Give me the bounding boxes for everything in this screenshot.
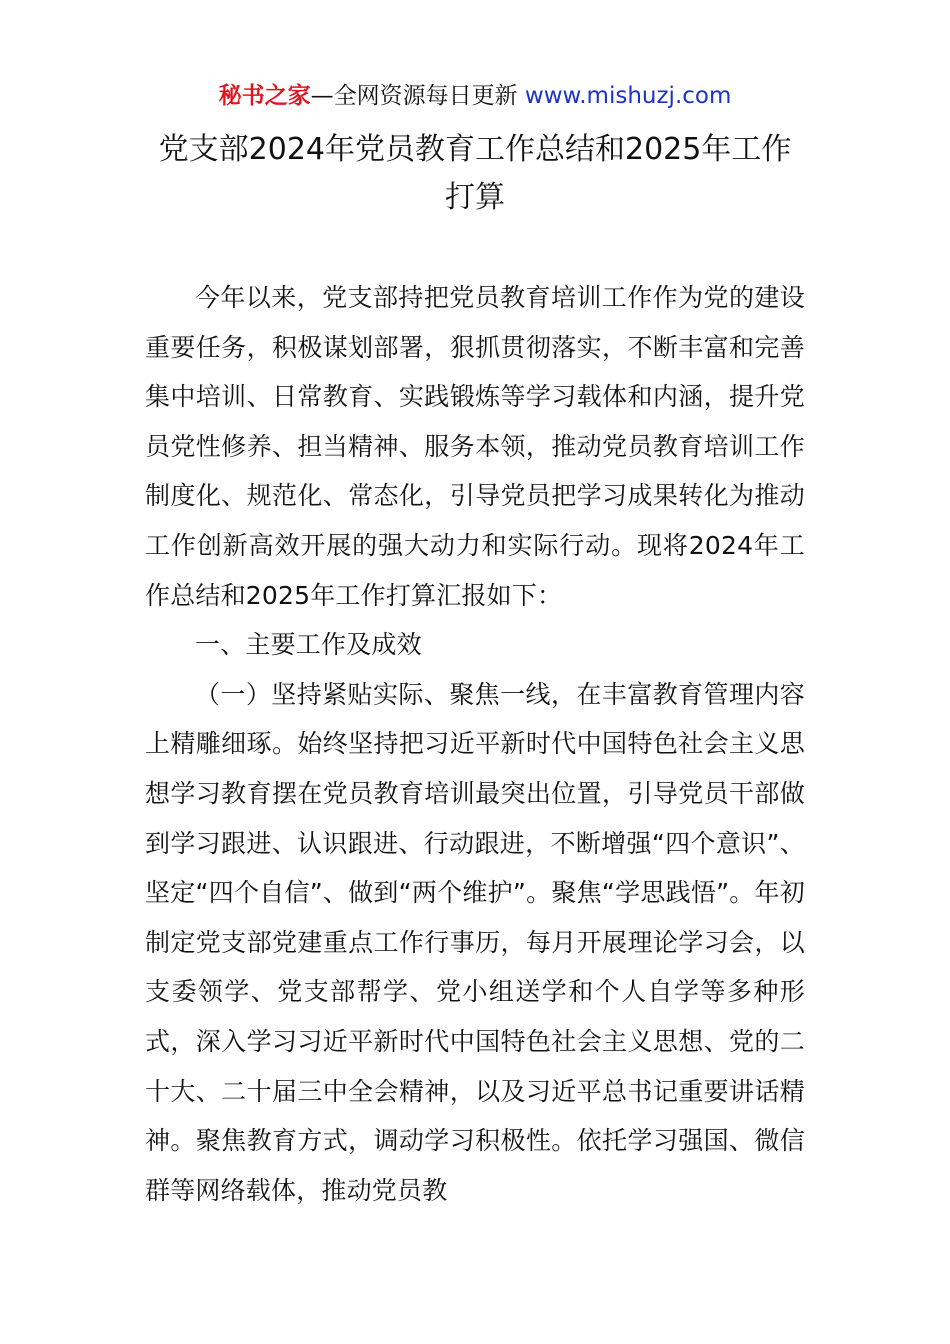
document-body <box>145 273 805 1215</box>
site-banner <box>0 80 950 112</box>
banner-tagline: —全网资源每日更新 <box>310 83 525 109</box>
paragraph-subsection-1: （一）坚持紧贴实际、聚焦一线，在丰富教育管理内容上精雕细琢。始终坚持把习近平新时代中国特色社会主义思想学习教育摆在党员教育培训最突出位置，引导党员干部做到学习跟进、认识跟进、行动跟进，不断增强“四个意识”、坚定“四个自信”、做到“两个维护”。聚焦“学思践悟”。年初制定党支部党建重点工作行事历，每月开展理论学习会，以支委领学、党支部帮学、党小组送学和个人自学等多种形式，深入学习习近平新时代中国特色社会主义思想、党的二十大、二十届三中全会精神，以及习近平总书记重要讲话精神。聚焦教育方式，调动学习积极性。依托学习强国、微信群等网络载体，推动党员教 <box>145 679 805 1205</box>
paragraph-intro: 今年以来，党支部持把党员教育培训工作作为党的建设重要任务，积极谋划部署，狠抓贯彻落实，不断丰富和完善集中培训、日常教育、实践锻炼等学习载体和内涵，提升党员党性修养、担当精神、服务本领，推动党员教育培训工作制度化、规范化、常态化，引导党员把学习成果转化为推动工作创新高效开展的强大动力和实际行动。现将2024年工作总结和2025年工作打算汇报如下： <box>145 283 805 610</box>
banner-url-link[interactable]: www.mishuzj.com <box>524 83 732 109</box>
document-title: 党支部2024年党员教育工作总结和2025年工作打算 <box>158 132 792 215</box>
banner-brand: 秘书之家 <box>218 83 311 109</box>
section-heading: 一、主要工作及成效 <box>195 630 422 660</box>
